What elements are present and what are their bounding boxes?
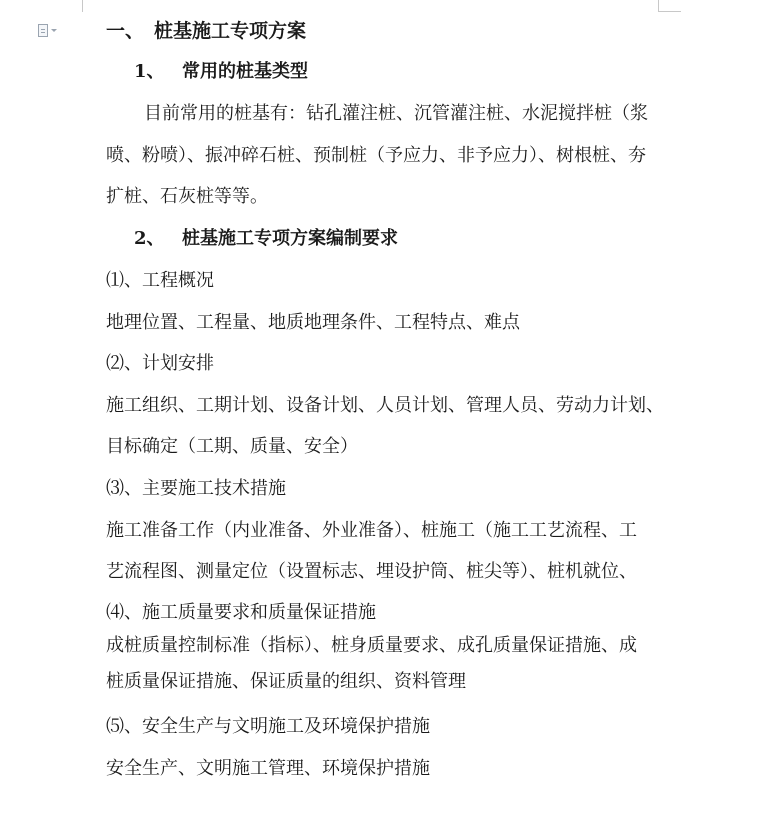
crop-mark-top-left bbox=[82, 0, 83, 12]
crop-mark-top-right-horizontal bbox=[659, 11, 681, 12]
item-text: 安全生产、文明施工管理、环境保护措施 bbox=[106, 758, 430, 779]
document-menu-icon[interactable] bbox=[38, 22, 68, 38]
item-label: ⑸、安全生产与文明施工及环境保护措施 bbox=[106, 716, 430, 737]
item-label: ⑵、计划安排 bbox=[106, 353, 214, 374]
heading-1: 一、 桩基施工专项方案 bbox=[106, 20, 307, 42]
section-1-heading: 1、 常用的桩基类型 bbox=[134, 61, 308, 82]
paragraph-line: 喷、粉喷）、振冲碎石桩、预制桩（予应力、非予应力）、树根桩、夯 bbox=[106, 145, 646, 166]
item-label: ⑷、施工质量要求和质量保证措施 bbox=[106, 602, 376, 623]
item-text: 施工准备工作（内业准备、外业准备）、桩施工（施工工艺流程、工 bbox=[106, 520, 637, 541]
item-text: 艺流程图、测量定位（设置标志、埋设护筒、桩尖等）、桩机就位、 bbox=[106, 561, 637, 582]
item-label: ⑶、主要施工技术措施 bbox=[106, 478, 286, 499]
item-text: 桩质量保证措施、保证质量的组织、资料管理 bbox=[106, 671, 466, 692]
item-text: 成桩质量控制标准（指标）、桩身质量要求、成孔质量保证措施、成 bbox=[106, 635, 637, 656]
paragraph-line: 扩桩、石灰桩等等。 bbox=[106, 186, 268, 207]
paragraph-line: 目前常用的桩基有：钻孔灌注桩、沉管灌注桩、水泥搅拌桩（浆 bbox=[144, 103, 648, 124]
item-label: ⑴、工程概况 bbox=[106, 270, 214, 291]
page-icon bbox=[38, 24, 48, 37]
item-text: 施工组织、工期计划、设备计划、人员计划、管理人员、劳动力计划、 bbox=[106, 395, 664, 416]
chevron-down-icon bbox=[51, 29, 57, 32]
item-text: 目标确定（工期、质量、安全） bbox=[106, 436, 358, 457]
section-2-heading: 2、 桩基施工专项方案编制要求 bbox=[134, 228, 398, 249]
item-text: 地理位置、工程量、地质地理条件、工程特点、难点 bbox=[106, 312, 520, 333]
